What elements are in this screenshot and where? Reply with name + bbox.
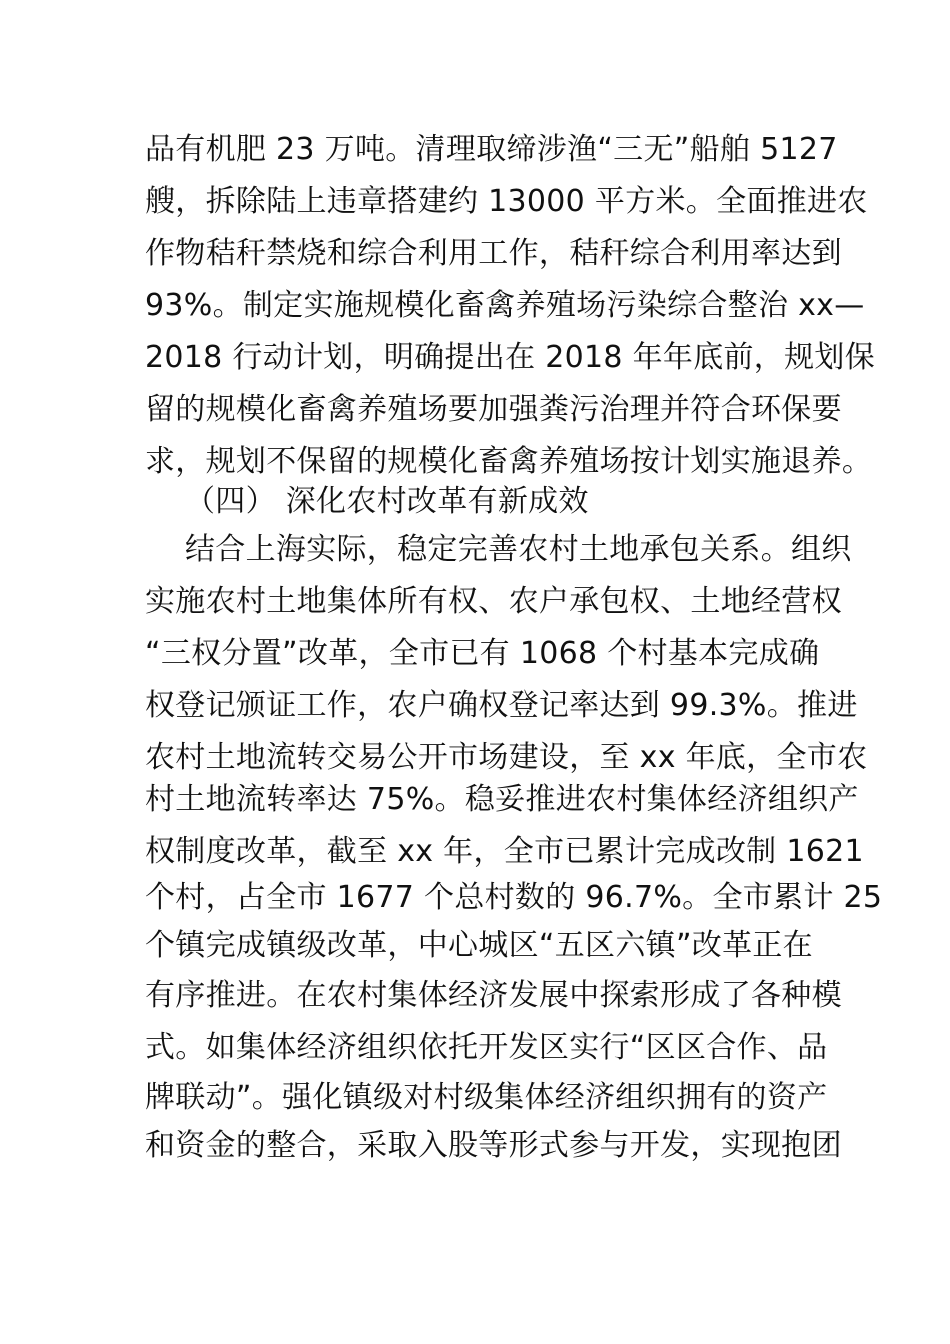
paragraph-line: 品有机肥 23 万吨。清理取缔涉渔“三无”船舶 5127 xyxy=(145,132,838,167)
paragraph-line: 权登记颁证工作，农户确权登记率达到 99.3%。推进 xyxy=(145,688,858,723)
paragraph-line: 93%。制定实施规模化畜禽养殖场污染综合整治 xx— xyxy=(145,288,865,323)
paragraph-line: 留的规模化畜禽养殖场要加强粪污治理并符合环保要 xyxy=(145,392,842,427)
paragraph-line: 式。如集体经济组织依托开发区实行“区区合作、品 xyxy=(145,1030,828,1065)
paragraph-line: 求，规划不保留的规模化畜禽养殖场按计划实施退养。 xyxy=(145,444,873,479)
paragraph-line: 和资金的整合，采取入股等形式参与开发，实现抱团 xyxy=(145,1128,842,1163)
paragraph-line: 农村土地流转交易公开市场建设，至 xx 年底，全市农 xyxy=(145,740,868,775)
paragraph-line: 牌联动”。强化镇级对村级集体经济组织拥有的资产 xyxy=(145,1080,828,1115)
section-heading: （四） 深化农村改革有新成效 xyxy=(185,484,589,519)
paragraph-line: 实施农村土地集体所有权、农户承包权、土地经营权 xyxy=(145,584,842,619)
paragraph-line: 个村，占全市 1677 个总村数的 96.7%。全市累计 25 xyxy=(145,880,883,915)
paragraph-line: 结合上海实际，稳定完善农村土地承包关系。组织 xyxy=(185,532,852,567)
paragraph-line: 有序推进。在农村集体经济发展中探索形成了各种模 xyxy=(145,978,842,1013)
paragraph-line: 艘，拆除陆上违章搭建约 13000 平方米。全面推进农 xyxy=(145,184,868,219)
paragraph-line: “三权分置”改革，全市已有 1068 个村基本完成确 xyxy=(145,636,820,671)
paragraph-line: 2018 行动计划，明确提出在 2018 年年底前，规划保 xyxy=(145,340,876,375)
paragraph-line: 作物秸秆禁烧和综合利用工作，秸秆综合利用率达到 xyxy=(145,236,842,271)
paragraph-line: 权制度改革，截至 xx 年，全市已累计完成改制 1621 xyxy=(145,834,864,869)
paragraph-line: 个镇完成镇级改革，中心城区“五区六镇”改革正在 xyxy=(145,928,813,963)
paragraph-line: 村土地流转率达 75%。稳妥推进农村集体经济组织产 xyxy=(145,782,859,817)
